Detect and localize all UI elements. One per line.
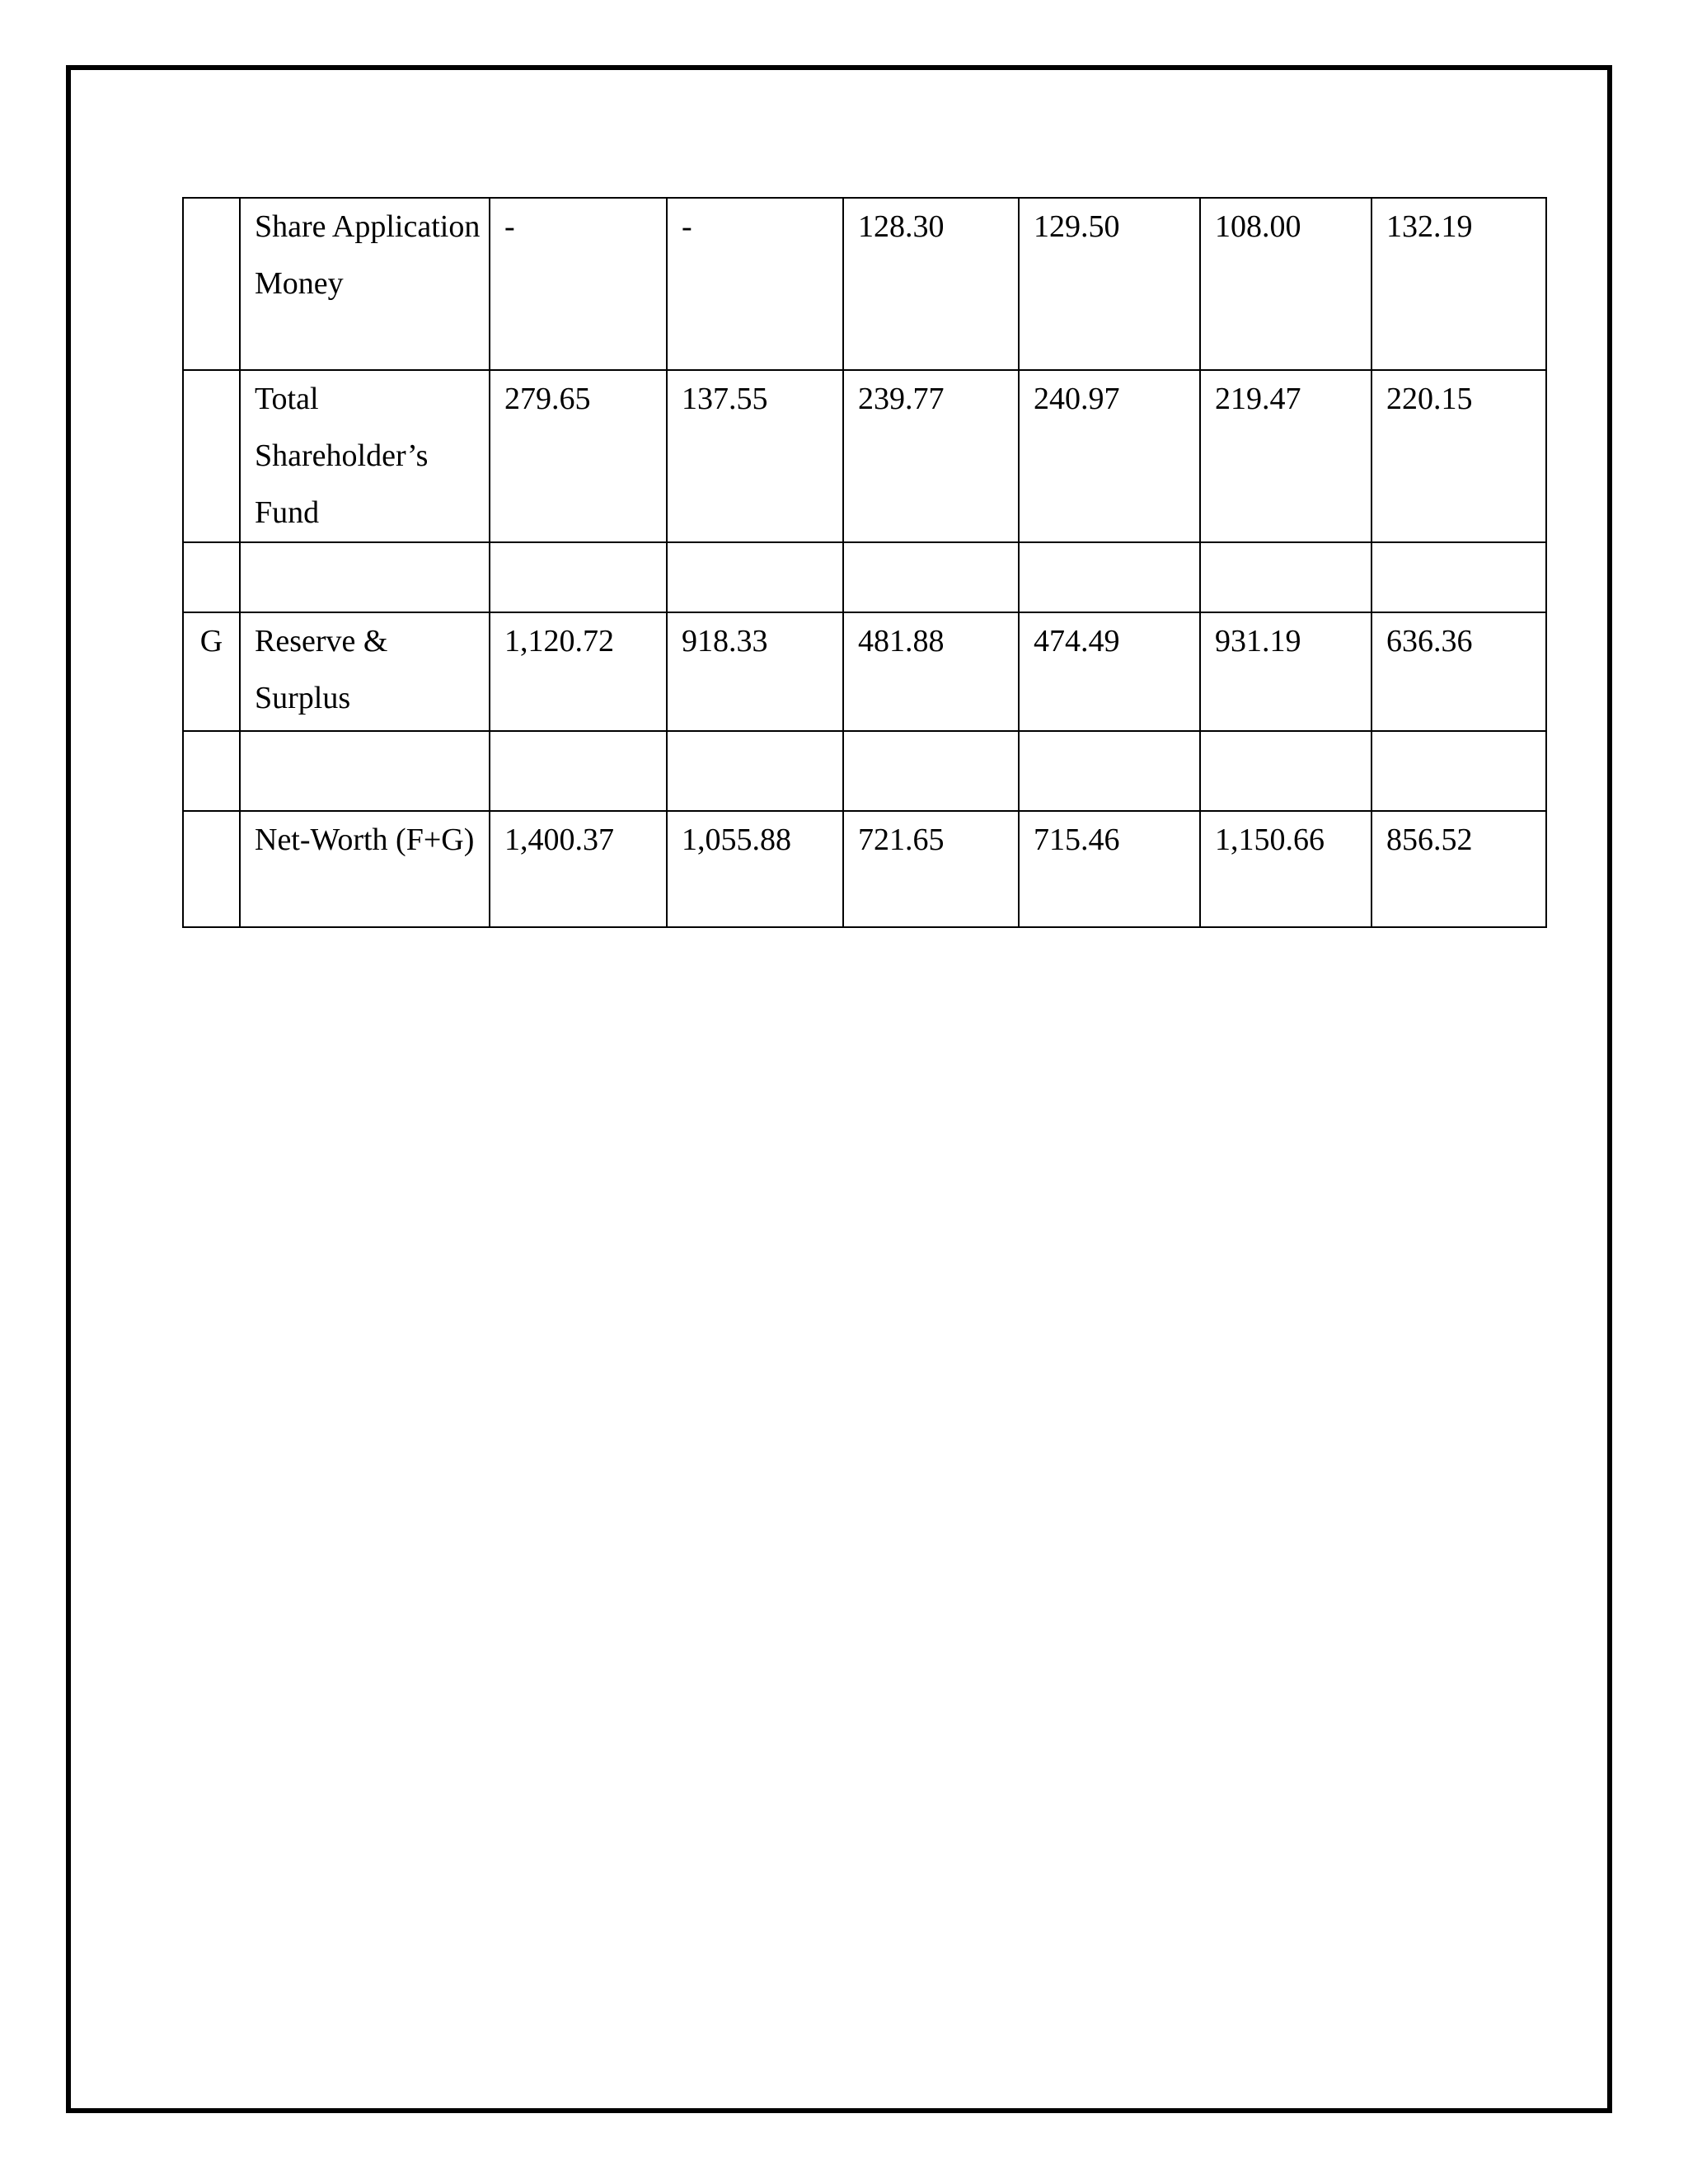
row-label: Total Shareholder’s Fund [240, 370, 490, 542]
value-cell: 1,055.88 [667, 811, 843, 927]
value-cell [490, 542, 667, 612]
row-code [183, 198, 240, 370]
value-cell: 129.50 [1019, 198, 1200, 370]
row-code: G [183, 612, 240, 731]
value-cell [490, 731, 667, 811]
row-code [183, 731, 240, 811]
table-row-total-shareholders-fund [183, 370, 1546, 542]
value-cell [843, 542, 1019, 612]
value-cell: 108.00 [1200, 198, 1372, 370]
value-cell: 137.55 [667, 370, 843, 542]
value-cell: 1,150.66 [1200, 811, 1372, 927]
row-code [183, 542, 240, 612]
value-cell: 1,400.37 [490, 811, 667, 927]
value-cell: - [667, 198, 843, 370]
value-cell [667, 731, 843, 811]
row-code [183, 370, 240, 542]
value-cell: 715.46 [1019, 811, 1200, 927]
value-cell: - [490, 198, 667, 370]
value-cell: 219.47 [1200, 370, 1372, 542]
value-cell: 128.30 [843, 198, 1019, 370]
row-label: Share Application Money [240, 198, 490, 370]
row-label: Net-Worth (F+G) [240, 811, 490, 927]
value-cell: 1,120.72 [490, 612, 667, 731]
value-cell: 481.88 [843, 612, 1019, 731]
row-label [240, 542, 490, 612]
value-cell: 240.97 [1019, 370, 1200, 542]
value-cell [667, 542, 843, 612]
value-cell [1372, 731, 1546, 811]
value-cell: 220.15 [1372, 370, 1546, 542]
table-row-reserve-surplus [183, 612, 1546, 731]
value-cell: 132.19 [1372, 198, 1546, 370]
value-cell [1200, 542, 1372, 612]
value-cell: 636.36 [1372, 612, 1546, 731]
value-cell: 239.77 [843, 370, 1019, 542]
table-row-blank [183, 542, 1546, 612]
value-cell: 856.52 [1372, 811, 1546, 927]
value-cell: 279.65 [490, 370, 667, 542]
value-cell [1019, 542, 1200, 612]
table-row-blank [183, 731, 1546, 811]
table-row-share-application-money [183, 198, 1546, 370]
table-row-net-worth [183, 811, 1546, 927]
value-cell [1372, 542, 1546, 612]
value-cell [1200, 731, 1372, 811]
row-label [240, 731, 490, 811]
row-label: Reserve & Surplus [240, 612, 490, 731]
value-cell: 931.19 [1200, 612, 1372, 731]
financial-table [182, 197, 1547, 928]
value-cell: 721.65 [843, 811, 1019, 927]
value-cell [1019, 731, 1200, 811]
row-code [183, 811, 240, 927]
value-cell [843, 731, 1019, 811]
value-cell: 474.49 [1019, 612, 1200, 731]
value-cell: 918.33 [667, 612, 843, 731]
